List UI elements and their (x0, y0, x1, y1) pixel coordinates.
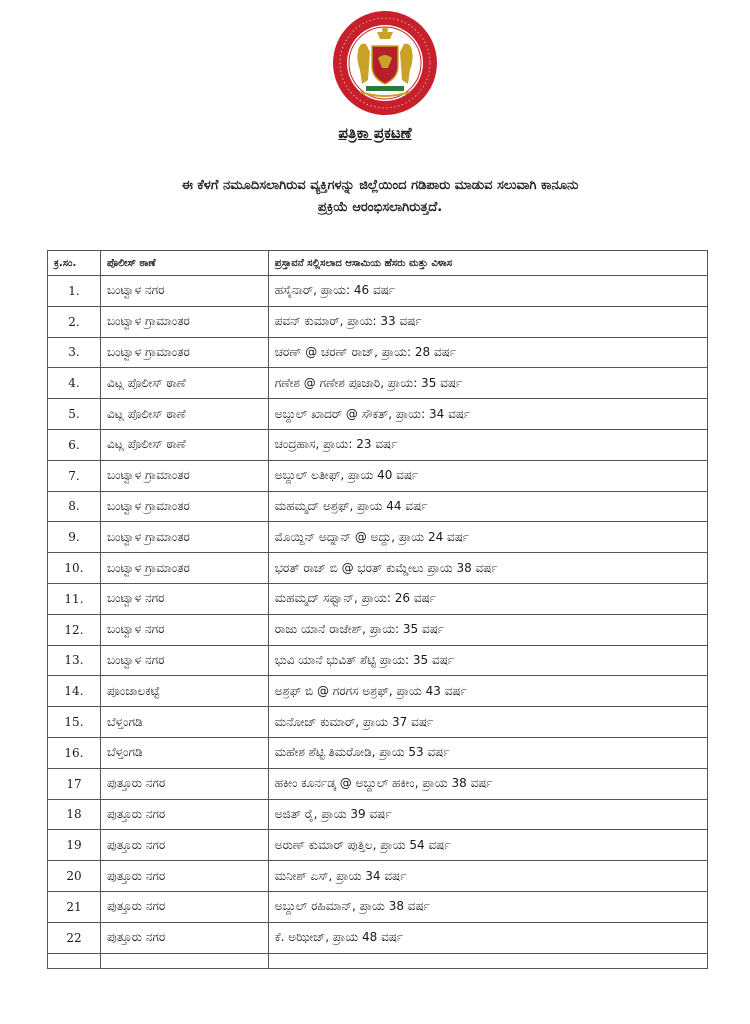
table-row (48, 645, 708, 676)
serial-cell: 22 (48, 922, 101, 953)
person-cell: ಭುವಿ ಯಾನೆ ಭುವಿತ್ ಶೆಟ್ಟಿ ಪ್ರಾಯ: 35 ವರ್ಷ (268, 645, 707, 676)
table-row (48, 891, 708, 922)
person-cell: ಅಬ್ದುಲ್ ಲತೀಫ್, ಪ್ರಾಯ 40 ವರ್ಷ (268, 460, 707, 491)
table-row (48, 460, 708, 491)
person-cell: ಮೊಯ್ದಿನ್ ಅದ್ನಾನ್ @ ಅದ್ದು, ಪ್ರಾಯ 24 ವರ್ಷ (268, 522, 707, 553)
serial-cell: 7. (48, 460, 101, 491)
serial-cell: 17 (48, 768, 101, 799)
person-cell: ಮನೋಜ್ ಕುಮಾರ್, ಪ್ರಾಯ 37 ವರ್ಷ (268, 707, 707, 738)
police-station-cell: ಬೆಳ್ತಂಗಡಿ (100, 707, 268, 738)
externment-table (47, 250, 708, 969)
person-cell: ರಾಜು ಯಾನೆ ರಾಜೇಶ್, ಪ್ರಾಯ: 35 ವರ್ಷ (268, 614, 707, 645)
table-row (48, 368, 708, 399)
table-row (48, 306, 708, 337)
table-row (48, 707, 708, 738)
person-cell: ಅಬ್ದುಲ್ ಖಾದರ್ @ ಸೌಕತ್, ಪ್ರಾಯ: 34 ವರ್ಷ (268, 399, 707, 430)
police-station-cell: ಬಂಟ್ವಾಳ ಗ್ರಾಮಾಂತರ (100, 522, 268, 553)
police-station-cell: ಪುತ್ತೂರು ನಗರ (100, 922, 268, 953)
serial-cell: 3. (48, 337, 101, 368)
police-station-cell: ಬಂಟ್ವಾಳ ಗ್ರಾಮಾಂತರ (100, 337, 268, 368)
person-cell: ಅಬ್ದುಲ್ ರಹಿಮಾನ್, ಪ್ರಾಯ 38 ವರ್ಷ (268, 891, 707, 922)
page-title: ಪತ್ರಿಕಾ ಪ್ರಕಟಣೆ (338, 124, 412, 142)
serial-cell: 16. (48, 737, 101, 768)
police-station-cell: ವಿಟ್ಲ ಪೊಲೀಸ್ ಠಾಣೆ (100, 368, 268, 399)
police-station-cell: ಪುತ್ತೂರು ನಗರ (100, 830, 268, 861)
police-station-cell: ಬಂಟ್ವಾಳ ನಗರ (100, 583, 268, 614)
table-row (48, 491, 708, 522)
police-station-cell: ಪುತ್ತೂರು ನಗರ (100, 799, 268, 830)
serial-cell: 10. (48, 553, 101, 584)
table-row (48, 583, 708, 614)
empty-cell (268, 953, 707, 968)
person-cell: ಕೆ. ಅಝೀಜ್, ಪ್ರಾಯ 48 ವರ್ಷ (268, 922, 707, 953)
table-row (48, 737, 708, 768)
empty-cell (100, 953, 268, 968)
person-cell: ಹಸೈನಾರ್, ಪ್ರಾಯ: 46 ವರ್ಷ (268, 276, 707, 307)
police-station-cell: ಬಂಟ್ವಾಳ ಗ್ರಾಮಾಂತರ (100, 553, 268, 584)
police-emblem-icon (330, 8, 440, 118)
serial-cell: 4. (48, 368, 101, 399)
serial-cell: 18 (48, 799, 101, 830)
serial-cell: 2. (48, 306, 101, 337)
serial-cell: 6. (48, 429, 101, 460)
table-row (48, 429, 708, 460)
person-cell: ಅರುಣ್ ಕುಮಾರ್ ಪುತ್ತಿಲ, ಪ್ರಾಯ 54 ವರ್ಷ (268, 830, 707, 861)
serial-cell: 9. (48, 522, 101, 553)
serial-cell: 14. (48, 676, 101, 707)
police-station-cell: ಬಂಟ್ವಾಳ ನಗರ (100, 276, 268, 307)
serial-cell: 5. (48, 399, 101, 430)
intro-line-1: ಈ ಕೆಳಗೆ ನಮೂದಿಸಲಾಗಿರುವ ವ್ಯಕ್ತಿಗಳನ್ನು ಜಿಲ್ಲೆಯಿಂದ ಗಡಿಪಾರು ಮಾಡುವ ಸಲುವಾಗಿ ಕಾನೂನು (181, 178, 579, 193)
table-empty-row (48, 953, 708, 968)
person-cell: ಅಶ್ರಫ್ ಬಿ @ ಗರಗಸ ಅಶ್ರಫ್, ಪ್ರಾಯ 43 ವರ್ಷ (268, 676, 707, 707)
person-cell: ಮಹೇಶ ಶೆಟ್ಟಿ ತಿಮರೋಡಿ, ಪ್ರಾಯ 53 ವರ್ಷ (268, 737, 707, 768)
police-station-cell: ವಿಟ್ಲ ಪೊಲೀಸ್ ಠಾಣೆ (100, 429, 268, 460)
police-station-cell: ಪುತ್ತೂರು ನಗರ (100, 768, 268, 799)
table-row (48, 922, 708, 953)
person-cell: ಮನೀಶ್ ಎಸ್, ಪ್ರಾಯ 34 ವರ್ಷ (268, 861, 707, 892)
header-police-station: ಪೊಲೀಸ್ ಠಾಣೆ (100, 251, 268, 276)
police-station-cell: ಬಂಟ್ವಾಳ ಗ್ರಾಮಾಂತರ (100, 460, 268, 491)
intro-line-2: ಪ್ರಕ್ರಿಯೆ ಆರಂಭಿಸಲಾಗಿರುತ್ತದೆ. (317, 200, 443, 215)
police-station-cell: ಬಂಟ್ವಾಳ ನಗರ (100, 645, 268, 676)
person-cell: ಹಕೀಂ ಕೂರ್ನಡ್ಕ @ ಅಬ್ದುಲ್ ಹಕೀಂ, ಪ್ರಾಯ 38 ವರ್ಷ (268, 768, 707, 799)
serial-cell: 13. (48, 645, 101, 676)
serial-cell: 15. (48, 707, 101, 738)
table-header-row (48, 251, 708, 276)
person-cell: ಪವನ್ ಕುಮಾರ್, ಪ್ರಾಯ: 33 ವರ್ಷ (268, 306, 707, 337)
police-station-cell: ಬಂಟ್ವಾಳ ನಗರ (100, 614, 268, 645)
table-row (48, 337, 708, 368)
person-cell: ಭರತ್ ರಾಜ್ ಬಿ @ ಭರತ್ ಕುಮ್ಡೇಲು ಪ್ರಾಯ 38 ವರ್ಷ (268, 553, 707, 584)
table-row (48, 799, 708, 830)
serial-cell: 12. (48, 614, 101, 645)
table-row (48, 276, 708, 307)
table-row (48, 614, 708, 645)
table-row (48, 768, 708, 799)
police-station-cell: ಪುತ್ತೂರು ನಗರ (100, 891, 268, 922)
serial-cell: 21 (48, 891, 101, 922)
serial-cell: 1. (48, 276, 101, 307)
person-cell: ಮಹಮ್ಮದ್ ಸಫ್ವಾನ್, ಪ್ರಾಯ: 26 ವರ್ಷ (268, 583, 707, 614)
serial-cell: 8. (48, 491, 101, 522)
police-station-cell: ಪುತ್ತೂರು ನಗರ (100, 861, 268, 892)
header-person: ಪ್ರಸ್ತಾವನೆ ಸಲ್ಲಿಸಲಾದ ಆಸಾಮಿಯ ಹೆಸರು ಮತ್ತು ವಿಳಾಸ (268, 251, 707, 276)
police-station-cell: ಪೂಂಜಾಲಕಟ್ಟೆ (100, 676, 268, 707)
police-station-cell: ಬಂಟ್ವಾಳ ಗ್ರಾಮಾಂತರ (100, 491, 268, 522)
table-row (48, 830, 708, 861)
table-row (48, 522, 708, 553)
intro-text (70, 175, 690, 219)
person-cell: ಮಹಮ್ಮದ್ ಅಶ್ರಫ್, ಪ್ರಾಯ 44 ವರ್ಷ (268, 491, 707, 522)
table-row (48, 553, 708, 584)
serial-cell: 20 (48, 861, 101, 892)
police-station-cell: ಬಂಟ್ವಾಳ ಗ್ರಾಮಾಂತರ (100, 306, 268, 337)
police-station-cell: ಬೆಳ್ತಂಗಡಿ (100, 737, 268, 768)
table-row (48, 861, 708, 892)
police-station-cell: ವಿಟ್ಲ ಪೊಲೀಸ್ ಠಾಣೆ (100, 399, 268, 430)
table-row (48, 676, 708, 707)
empty-cell (48, 953, 101, 968)
serial-cell: 19 (48, 830, 101, 861)
person-cell: ಗಣೇಶ @ ಗಣೇಶ ಪೂಜಾರಿ, ಪ್ರಾಯ: 35 ವರ್ಷ (268, 368, 707, 399)
person-cell: ಅಜಿತ್ ರೈ, ಪ್ರಾಯ 39 ವರ್ಷ (268, 799, 707, 830)
person-cell: ಚರಣ್ @ ಚರಣ್ ರಾಜ್, ಪ್ರಾಯ: 28 ವರ್ಷ (268, 337, 707, 368)
table-row (48, 399, 708, 430)
person-cell: ಚಂದ್ರಹಾಸ, ಪ್ರಾಯ: 23 ವರ್ಷ (268, 429, 707, 460)
header-serial: ಕ್ರ.ಸಂ. (48, 251, 101, 276)
serial-cell: 11. (48, 583, 101, 614)
